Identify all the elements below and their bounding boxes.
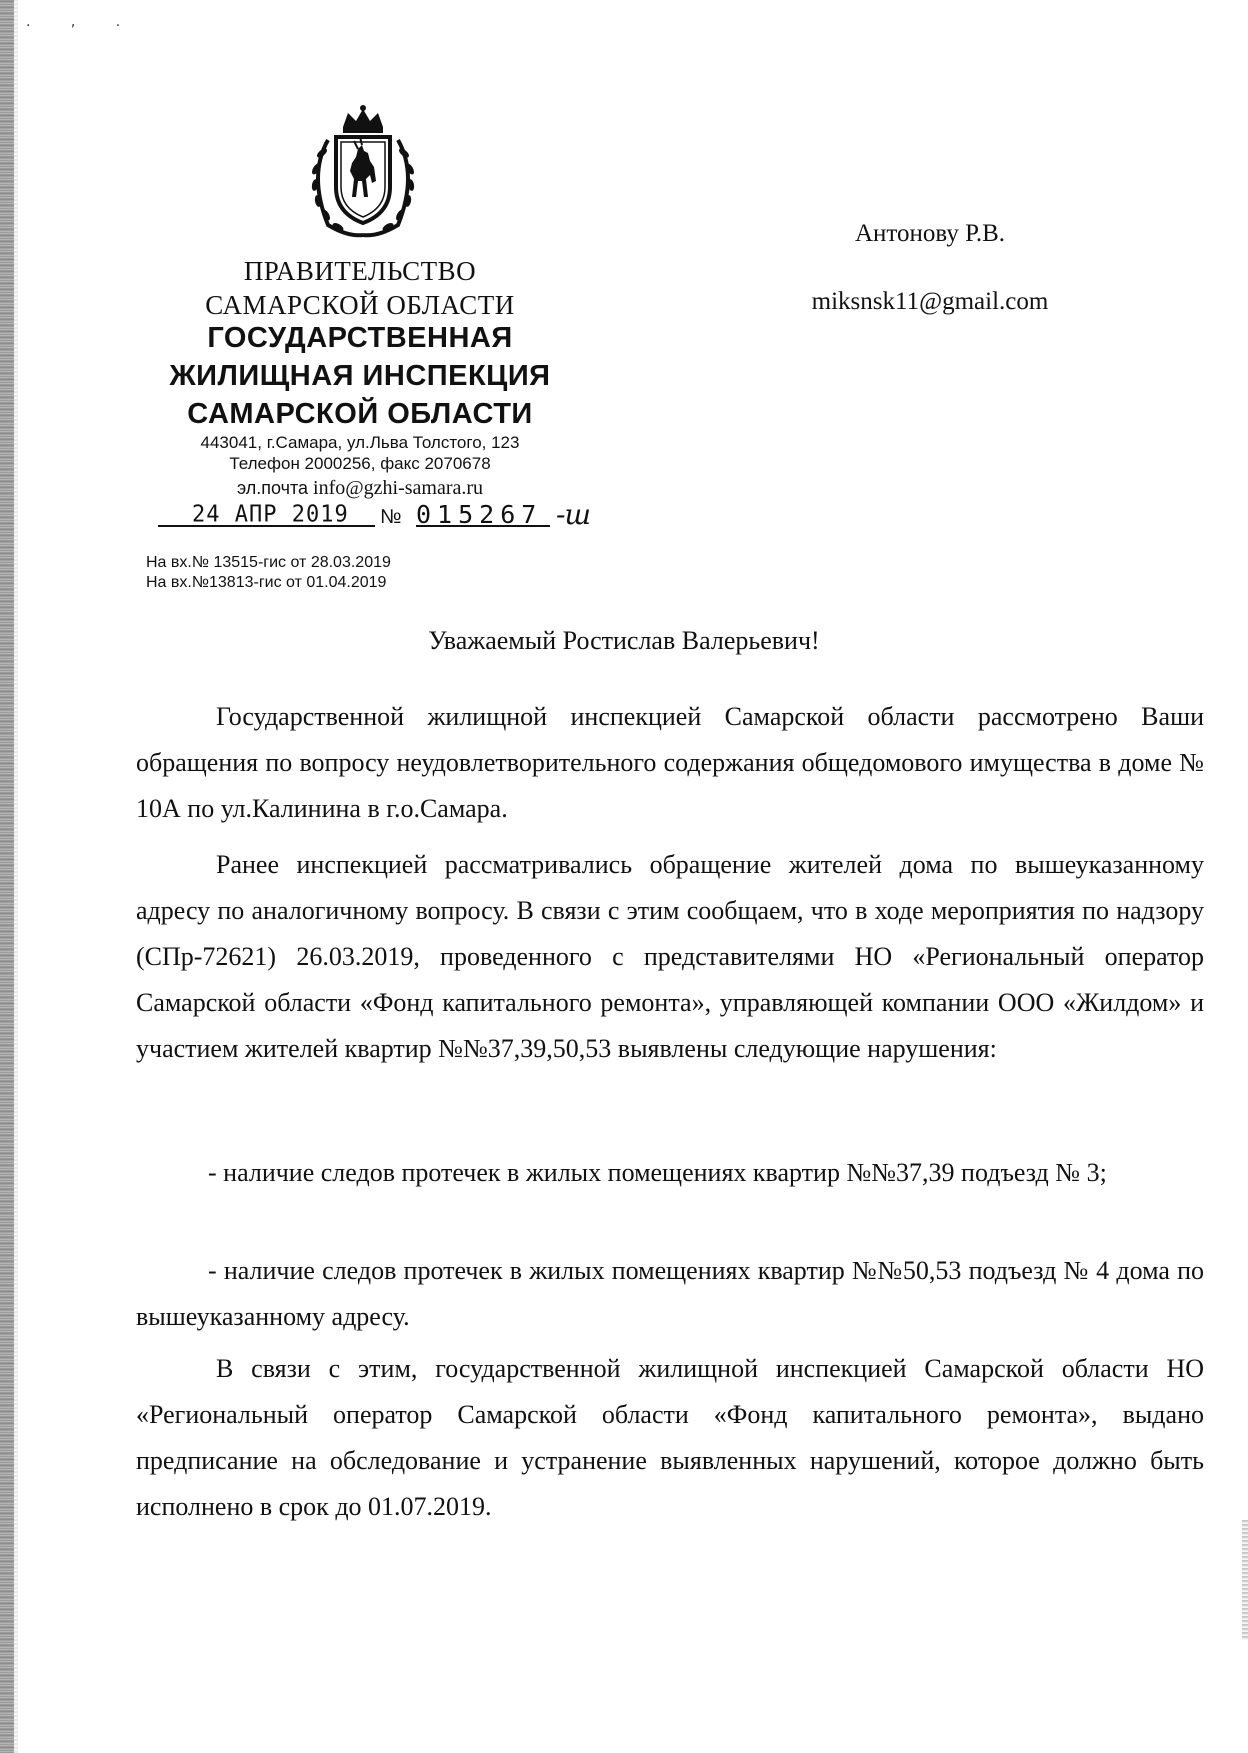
gov-title-line1: ПРАВИТЕЛЬСТВО	[243, 256, 477, 286]
samara-coat-of-arms-icon	[298, 105, 428, 245]
org-title-line1: ГОСУДАРСТВЕННАЯ	[207, 322, 513, 354]
org-title-line3: САМАРСКОЙ ОБЛАСТИ	[187, 398, 533, 430]
incoming-ref-2: На вх.№13813-гис от 01.04.2019	[146, 574, 387, 591]
letter-number: 015267	[416, 500, 543, 529]
paragraph-2: Ранее инспекцией рассматривались обращение жителей дома по вышеуказанному адресу по аналогичному вопросу. В связи с этим сообщаем, что в ходе мероприятия по надзору (СПр-72621) 26.03.2019, проведенного с представителями НО «Региональный оператор Самарской области «Фонд капитального ремонта», управляющей компании ООО «Жилдом» и участием жителей квартир №№37,39,50,53 выявлены следующие нарушения:	[136, 850, 1204, 1063]
scan-edge-noise-inner	[14, 0, 18, 1753]
scan-edge-noise	[0, 0, 14, 1753]
gov-title-line2: САМАРСКОЙ ОБЛАСТИ	[205, 290, 515, 320]
violation-item-2: - наличие следов протечек в жилых помещениях квартир №№50,53 подъезд № 4 дома по вышеуказанному адресу.	[136, 1256, 1204, 1331]
scan-right-noise	[1242, 1520, 1248, 1640]
incoming-ref-1: На вх.№ 13515-гис от 28.03.2019	[146, 554, 391, 571]
org-email-label: эл.почта	[236, 478, 314, 498]
org-email-line	[130, 477, 590, 500]
violation-item-1: - наличие следов протечек в жилых помещениях квартир №№37,39 подъезд № 3;	[208, 1158, 1107, 1187]
paragraph-1: Государственной жилищной инспекцией Самарской области рассмотрено Ваши обращения по вопросу неудовлетворительного содержания общедомового имущества в доме № 10А по ул.Калинина в г.о.Самара.	[136, 702, 1204, 823]
addressee-name: Антонову Р.В.	[854, 220, 1006, 247]
letter-date: 24 АПР 2019	[192, 501, 349, 528]
letter-number-suffix: -ш	[556, 498, 590, 531]
org-title-line2: ЖИЛИЩНАЯ ИНСПЕКЦИЯ	[169, 360, 551, 392]
org-address: 443041, г.Самара, ул.Льва Толстого, 123	[200, 433, 520, 452]
addressee-email: miksnsk11@gmail.com	[811, 288, 1049, 315]
letter-number-label: №	[380, 506, 402, 528]
scan-speckles: . , .	[26, 14, 139, 30]
greeting: Уважаемый Ростислав Валерьевич!	[428, 626, 820, 655]
paragraph-3: В связи с этим, государственной жилищной инспекцией Самарской области НО «Региональный оператор Самарской области «Фонд капитального ремонта», выдано предписание на обследование и устранение выявленных нарушений, которое должно быть исполнено в срок до 01.07.2019.	[136, 1354, 1204, 1521]
org-phone: Телефон 2000256, факс 2070678	[229, 454, 491, 473]
org-email: info@gzhi-samara.ru	[313, 477, 484, 499]
